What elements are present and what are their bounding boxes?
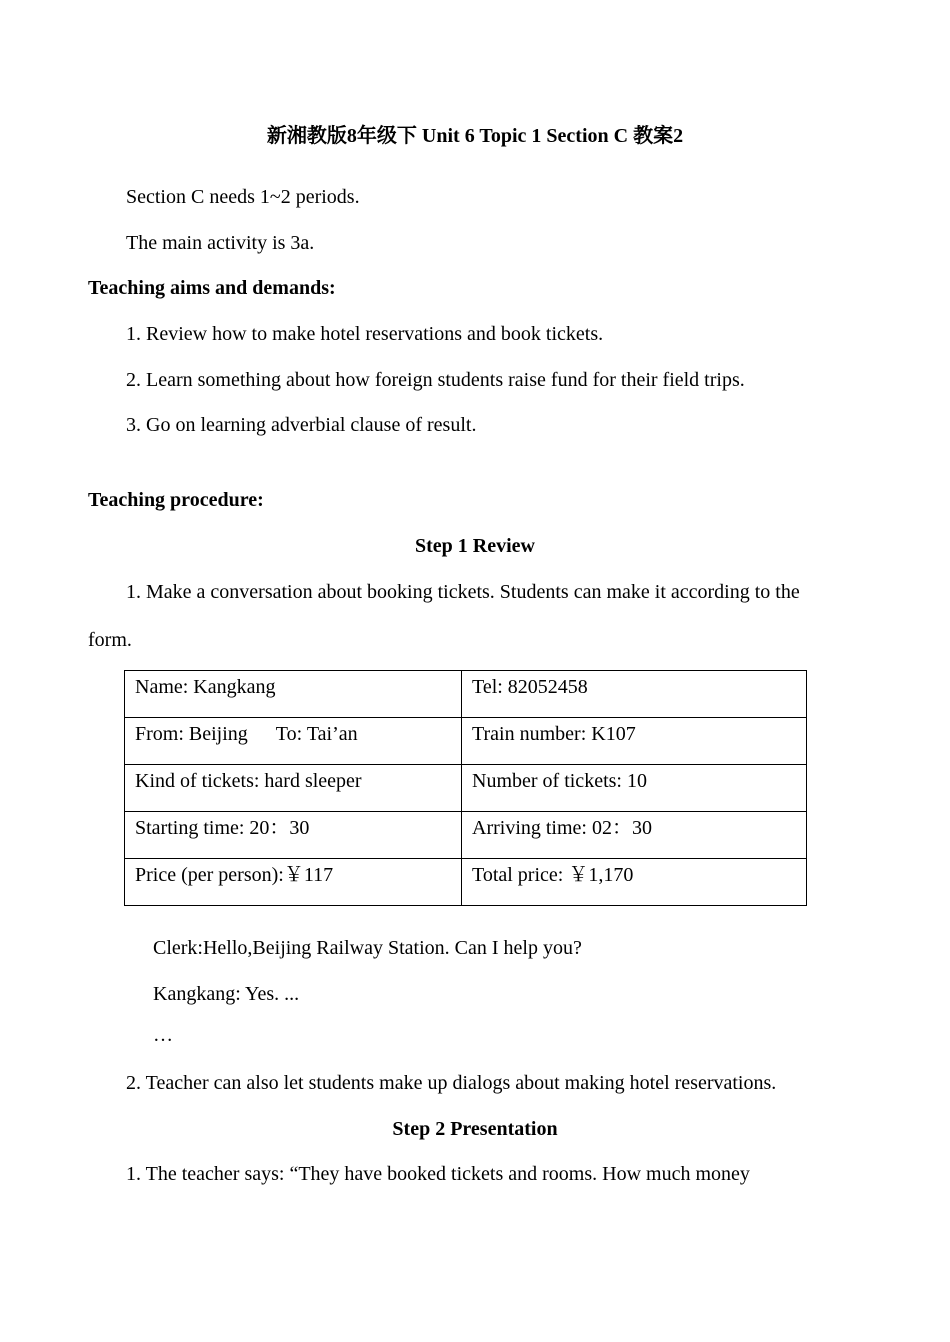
table-row <box>125 812 807 859</box>
table-cell: Arriving time: 02：30 <box>462 812 807 859</box>
table-row <box>125 671 807 718</box>
aim-item-3: 3. Go on learning adverbial clause of result. <box>126 414 477 436</box>
table-cell: Total price: ￥1,170 <box>462 859 807 906</box>
table-cell <box>125 718 462 765</box>
table-row <box>125 718 807 765</box>
aim-item-1: 1. Review how to make hotel reservations and book tickets. <box>126 323 604 345</box>
to-text: To: Tai’an <box>275 723 358 745</box>
step1-paragraph-2: 2. Teacher can also let students make up dialogs about making hotel reservations. <box>126 1072 777 1094</box>
table-cell: Starting time: 20：30 <box>125 812 462 859</box>
table-cell: Tel: 82052458 <box>462 671 807 718</box>
table-cell: Price (per person):￥117 <box>125 859 462 906</box>
intro-line-2: The main activity is 3a. <box>126 232 315 254</box>
step1-title: Step 1 Review <box>415 535 535 557</box>
dialog-ellipsis: … <box>153 1024 173 1046</box>
table-row <box>125 765 807 812</box>
ticket-form-table <box>124 670 807 906</box>
from-text: From: Beijing <box>135 723 248 745</box>
dialog-line-1: Clerk:Hello,Beijing Railway Station. Can I help you? <box>153 937 582 959</box>
table-cell: Kind of tickets: hard sleeper <box>125 765 462 812</box>
table-cell: Number of tickets: 10 <box>462 765 807 812</box>
table-cell: Train number: K107 <box>462 718 807 765</box>
dialog-line-2: Kangkang: Yes. ... <box>153 983 300 1005</box>
intro-line-1: Section C needs 1~2 periods. <box>126 186 360 208</box>
step1-paragraph-1: 1. Make a conversation about booking tickets. Students can make it according to the <box>126 581 800 603</box>
step2-paragraph-1: 1. The teacher says: “They have booked tickets and rooms. How much money <box>126 1163 750 1185</box>
table-cell: Name: Kangkang <box>125 671 462 718</box>
aim-item-2: 2. Learn something about how foreign students raise fund for their field trips. <box>126 369 745 391</box>
document-title: 新湘教版8年级下 Unit 6 Topic 1 Section C 教案2 <box>266 125 684 147</box>
step1-paragraph-1-cont: form. <box>88 629 132 651</box>
step2-title: Step 2 Presentation <box>392 1118 558 1140</box>
procedure-heading: Teaching procedure: <box>88 489 264 511</box>
table-row <box>125 859 807 906</box>
aims-heading: Teaching aims and demands: <box>88 277 336 299</box>
